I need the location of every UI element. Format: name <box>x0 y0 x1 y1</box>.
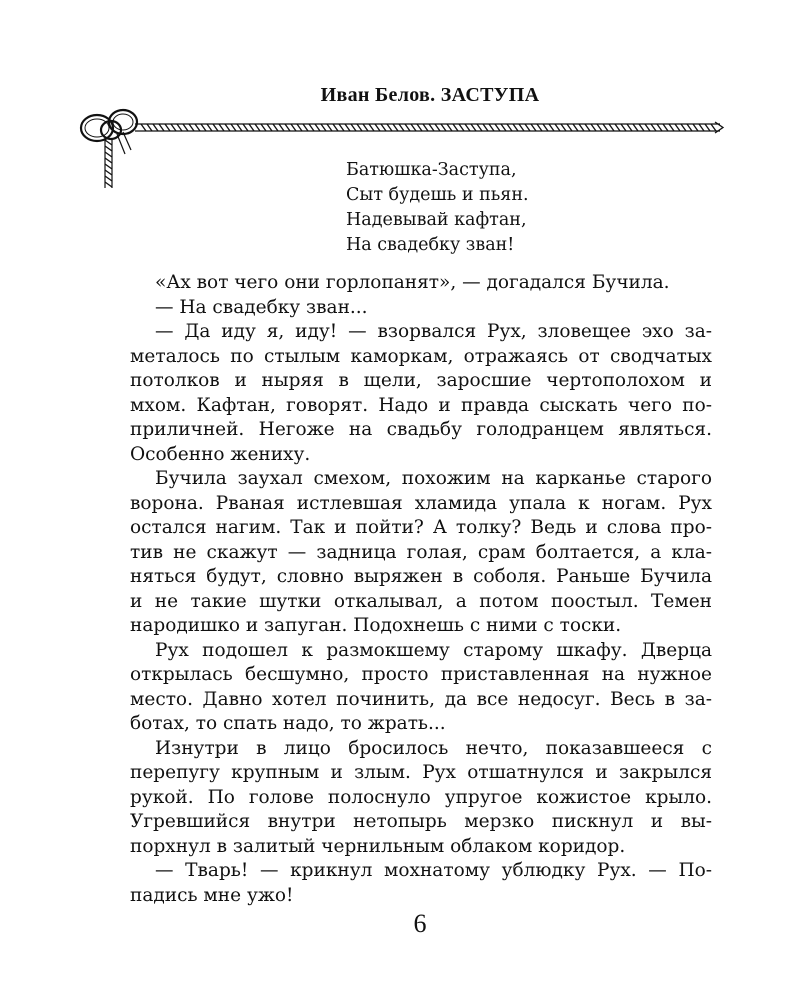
rope-twist <box>567 124 572 131</box>
text-line: порхнул в залитый чернильным облаком коридор. <box>130 835 626 857</box>
text-line: Изнутри в лицо бросилось нечто, показавшееся с <box>155 737 712 759</box>
rope-twist <box>585 124 590 131</box>
rope-twist <box>195 124 200 131</box>
rope-twist <box>141 124 146 131</box>
rope-twist <box>525 124 530 131</box>
rope-twist <box>243 124 248 131</box>
text-line: — На свадебку зван... <box>155 296 368 318</box>
text-line: место. Давно хотел починить, да все недосуг. Весь в за- <box>130 688 712 710</box>
rope-twist <box>189 124 194 131</box>
rope-twist <box>327 124 332 131</box>
rope-twist <box>477 124 482 131</box>
text-line: Бучила заухал смехом, похожим на карканье старого <box>155 468 712 489</box>
paragraph <box>130 639 712 737</box>
rope-twist <box>489 124 494 131</box>
rope-twist <box>297 124 302 131</box>
rope-twist <box>423 124 428 131</box>
text-line: потолков и ныряя в щели, заросшие чертополохом и <box>130 370 712 391</box>
rope-twist <box>657 124 662 131</box>
rope-twist <box>711 124 716 131</box>
rope-twist <box>237 124 242 131</box>
rope-twist <box>183 124 188 131</box>
rope-twist <box>231 124 236 131</box>
rope-twist <box>255 124 260 131</box>
rope-twist <box>543 124 548 131</box>
rope-twist <box>705 124 710 131</box>
rope-twist <box>315 124 320 131</box>
text-line: открылась бесшумно, просто приставленная на нужное <box>130 664 712 685</box>
rope-twist <box>105 176 112 181</box>
rope-twist <box>537 124 542 131</box>
rope-twist <box>369 124 374 131</box>
rope-twist <box>681 124 686 131</box>
rope-twist <box>609 124 614 131</box>
poem-line: Сыт будешь и пьян. <box>346 185 529 205</box>
rope-twist <box>147 124 152 131</box>
text-line: приличней. Негоже на свадьбу голодранцем являться. <box>130 419 712 440</box>
rope-twist <box>105 140 112 145</box>
poem-line: На свадебку зван! <box>346 235 515 255</box>
paragraph <box>130 296 712 321</box>
rope-twist <box>615 124 620 131</box>
rope-twist <box>351 124 356 131</box>
text-line: ботах, то спать надо, то жрать... <box>130 713 446 734</box>
rope-twist <box>339 124 344 131</box>
text-line: — Да иду я, иду! — взорвался Рух, зловещее эхо за- <box>155 321 712 342</box>
rope-twist <box>387 124 392 131</box>
rope-twist <box>285 124 290 131</box>
paragraph <box>130 467 712 639</box>
text-line: Рух подошел к размокшему старому шкафу. Дверца <box>155 639 712 661</box>
paragraph <box>130 271 712 296</box>
rope-twist <box>381 124 386 131</box>
rope-twist <box>393 124 398 131</box>
rope-twist <box>225 124 230 131</box>
rope-twist <box>519 124 524 131</box>
text-line: и не такие шутки откалывал, а потом поостыл. Темен <box>130 590 712 612</box>
rope-twist <box>597 124 602 131</box>
text-line: — Тварь! — крикнул мохнатому ублюдку Рух. — По- <box>155 860 712 881</box>
body-text <box>130 271 712 908</box>
rope-twist <box>663 124 668 131</box>
rope-twist <box>603 124 608 131</box>
paragraph <box>130 859 712 908</box>
running-header: Иван Белов. ЗАСТУПА <box>320 84 540 106</box>
poem-line: Надевывай кафтан, <box>346 210 527 230</box>
text-line: тив не скажут — задница голая, срам болтается, а кла- <box>130 541 712 563</box>
rope-twist <box>279 124 284 131</box>
rope-twist <box>501 124 506 131</box>
rope-twist <box>693 124 698 131</box>
rope-twist <box>639 124 644 131</box>
rope-twist <box>309 124 314 131</box>
text-line: рукой. По голове полоснуло упругое кожистое крыло. <box>130 786 712 808</box>
text-line: мхом. Кафтан, говорят. Надо и правда сыскать чего по- <box>130 394 712 416</box>
rope-twist <box>429 124 434 131</box>
rope-twist <box>573 124 578 131</box>
rope-twist <box>105 158 112 163</box>
rope-twist <box>411 124 416 131</box>
text-line: Особенно жениху. <box>130 443 311 465</box>
rope-twist <box>201 124 206 131</box>
rope-twist <box>165 124 170 131</box>
rope-twist <box>471 124 476 131</box>
rope-twist <box>465 124 470 131</box>
page-number: 6 <box>413 909 427 938</box>
rope-twist <box>207 124 212 131</box>
rope-twist <box>105 164 112 169</box>
text-line: перепугу крупным и злым. Рух отшатнулся и закрылся <box>130 762 712 783</box>
rope-twist <box>105 170 112 175</box>
rope-twist <box>561 124 566 131</box>
rope-twist <box>399 124 404 131</box>
rope-twist <box>495 124 500 131</box>
rope-twist <box>177 124 182 131</box>
rope-twist <box>645 124 650 131</box>
rope-twist <box>579 124 584 131</box>
text-line: металось по стылым каморкам, отражаясь от сводчатых <box>130 345 712 367</box>
rope-twist <box>507 124 512 131</box>
paragraph <box>130 737 712 860</box>
rope-twist <box>405 124 410 131</box>
rope-twist <box>633 124 638 131</box>
rope-twist <box>459 124 464 131</box>
text-line: остался нагим. Так и пойти? А толку? Ведь и слова про- <box>130 517 712 538</box>
rope-twist <box>549 124 554 131</box>
rope-twist <box>105 146 112 151</box>
rope-twist <box>357 124 362 131</box>
rope-twist <box>363 124 368 131</box>
text-line: Угревшийся внутри нетопырь мерзко пискнул и вы- <box>130 811 712 832</box>
rope-twist <box>219 124 224 131</box>
rope-twist <box>153 124 158 131</box>
text-line: няться будут, словно выряжен в соболя. Раньше Бучила <box>130 566 712 587</box>
rope-twist <box>417 124 422 131</box>
rope-twist <box>435 124 440 131</box>
text-line: «Ах вот чего они горлопанят», — догадался Бучила. <box>155 272 670 293</box>
rope-twist <box>687 124 692 131</box>
rope-twist <box>699 124 704 131</box>
rope-twist <box>483 124 488 131</box>
text-line: падись мне ужо! <box>130 884 294 906</box>
poem-line: Батюшка-Заступа, <box>346 160 517 180</box>
rope-twist <box>651 124 656 131</box>
rope-twist <box>171 124 176 131</box>
rope-twist <box>261 124 266 131</box>
rope-twist <box>531 124 536 131</box>
rope-twist <box>105 182 112 187</box>
rope-twist <box>621 124 626 131</box>
rope-twist <box>159 124 164 131</box>
rope-twist <box>321 124 326 131</box>
rope-twist <box>513 124 518 131</box>
paragraph <box>130 320 712 467</box>
text-line: народишко и запуган. Подохнешь с ними с тоски. <box>130 615 622 636</box>
rope-twist <box>333 124 338 131</box>
rope-twist <box>447 124 452 131</box>
rope-twist <box>303 124 308 131</box>
rope-twist <box>267 124 272 131</box>
rope-twist <box>441 124 446 131</box>
rope-twist <box>345 124 350 131</box>
rope-twist <box>675 124 680 131</box>
rope-twist <box>375 124 380 131</box>
rope-twist <box>213 124 218 131</box>
poem-epigraph <box>346 158 529 258</box>
rope-twist <box>453 124 458 131</box>
rope-twist <box>627 124 632 131</box>
rope-twist <box>249 124 254 131</box>
text-line: ворона. Рваная истлевшая хламида упала к ногам. Рух <box>130 492 712 514</box>
rope-twist <box>555 124 560 131</box>
rope-twist <box>669 124 674 131</box>
rope-twist <box>591 124 596 131</box>
rope-twist <box>273 124 278 131</box>
rope-twist <box>291 124 296 131</box>
rope-twist <box>105 152 112 157</box>
